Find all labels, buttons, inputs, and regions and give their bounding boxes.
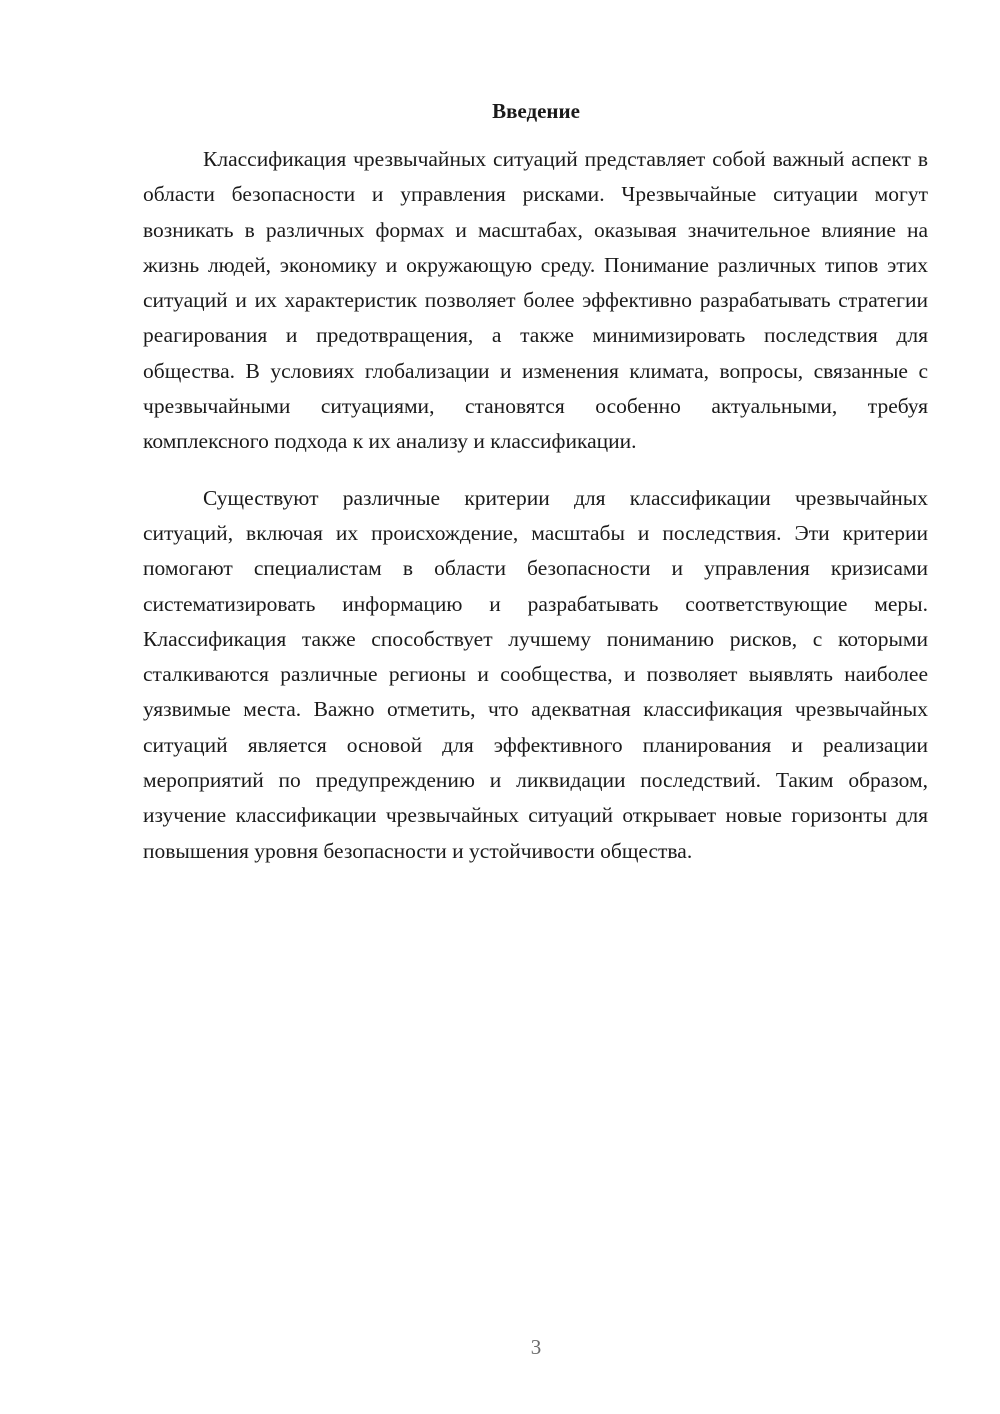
paragraph-2: Существуют различные критерии для классификации чрезвычайных ситуаций, включая их происхождение, масштабы и последствия. Эти критерии помогают специалистам в области безопасности и управления кризисами систематизировать информацию и разрабатывать соответствующие меры. Классификация также способствует лучшему пониманию рисков, с которыми сталкиваются различные регионы и сообщества, и позволяет выявлять наиболее уязвимые места. Важно отметить, что адекватная классификация чрезвычайных ситуаций является основой для эффективного планирования и реализации мероприятий по предупреждению и ликвидации последствий. Таким образом, изучение классификации чрезвычайных ситуаций открывает новые горизонты для повышения уровня безопасности и устойчивости общества. — [143, 485, 928, 863]
page-number: 3 — [530, 1335, 542, 1359]
section-heading: Введение — [492, 99, 580, 123]
paragraph-1: Классификация чрезвычайных ситуаций представляет собой важный аспект в области безопасности и управления рисками. Чрезвычайные ситуации могут возникать в различных формах и масштабах, оказывая значительное влияние на жизнь людей, экономику и окружающую среду. Понимание различных типов этих ситуаций и их характеристик позволяет более эффективно разрабатывать стратегии реагирования и предотвращения, а также минимизировать последствия для общества. В условиях глобализации и изменения климата, вопросы, связанные с чрезвычайными ситуациями, становятся особенно актуальными, требуя комплексного подхода к их анализу и классификации. — [143, 147, 928, 454]
body-text — [143, 142, 928, 869]
